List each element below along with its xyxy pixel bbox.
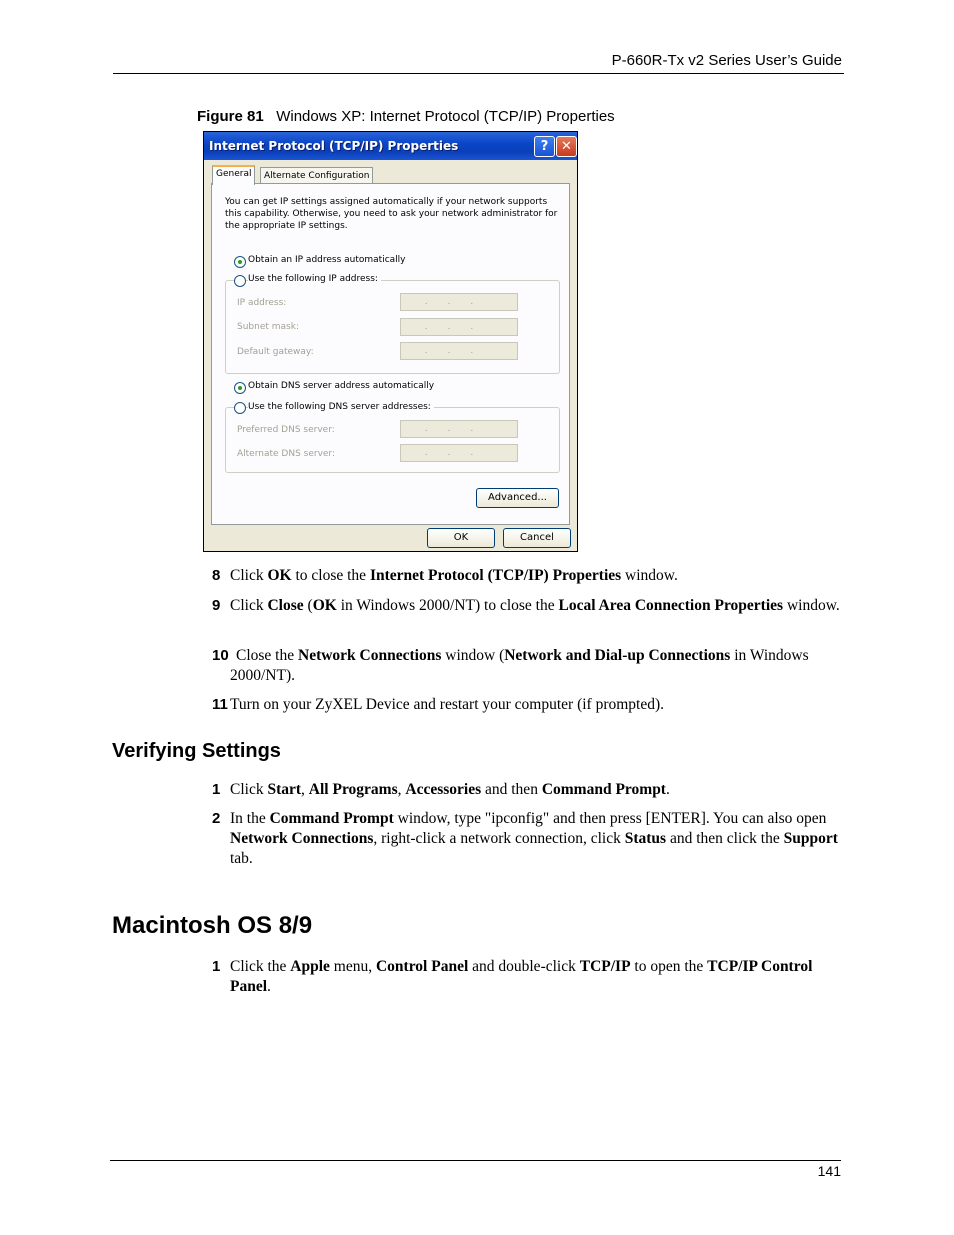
chapter-heading: Macintosh OS 8/9 [112, 912, 313, 939]
help-icon[interactable]: ? [534, 136, 555, 157]
intro-line: the appropriate IP settings. [225, 221, 348, 231]
radio-use-dns[interactable] [234, 402, 246, 414]
radio-obtain-dns-auto[interactable] [234, 382, 246, 394]
intro-line: You can get IP settings assigned automatically if your network supports [225, 197, 548, 207]
step-8-text: Click OK to close the Internet Protocol (TCP/IP) Properties window. [230, 567, 678, 584]
radio-obtain-dns-auto-label: Obtain DNS server address automatically [248, 381, 435, 391]
ip-address-field[interactable]: ... [400, 293, 518, 311]
intro-text [225, 196, 557, 232]
step-10-text: Close the Network Connections window (Network and Dial-up Connections in Windows 2000/NT). [230, 647, 809, 684]
dns-group [225, 407, 560, 473]
step-9-text: Click Close (OK in Windows 2000/NT) to close the Local Area Connection Properties window. [230, 597, 840, 614]
radio-obtain-ip-auto[interactable] [234, 256, 246, 268]
figure-caption-text: Windows XP: Internet Protocol (TCP/IP) Properties [276, 108, 615, 125]
step-number: 11 [212, 696, 228, 713]
page-number: 141 [817, 1163, 841, 1179]
step-number: 8 [212, 567, 221, 584]
running-header: P-660R-Tx v2 Series User’s Guide [611, 52, 842, 69]
step-number: 2 [212, 810, 221, 827]
ok-button[interactable]: OK [427, 528, 495, 548]
alternate-dns-label: Alternate DNS server: [237, 449, 336, 459]
alternate-dns-field[interactable]: ... [400, 444, 518, 462]
preferred-dns-field[interactable]: ... [400, 420, 518, 438]
tab-general[interactable]: General [212, 165, 255, 185]
radio-use-dns-label: Use the following DNS server addresses: [248, 402, 434, 412]
general-tab-panel [211, 183, 570, 525]
subnet-mask-field[interactable]: ... [400, 318, 518, 336]
close-icon[interactable]: ✕ [556, 136, 577, 157]
header-rule [113, 73, 844, 74]
tab-alternate-configuration[interactable]: Alternate Configuration [260, 167, 373, 184]
default-gateway-label: Default gateway: [237, 347, 314, 357]
default-gateway-field[interactable]: ... [400, 342, 518, 360]
step-number: 9 [212, 597, 221, 614]
dialog-title: Internet Protocol (TCP/IP) Properties [209, 139, 459, 153]
step-11-text: Turn on your ZyXEL Device and restart your computer (if prompted). [230, 696, 665, 713]
radio-use-ip[interactable] [234, 275, 246, 287]
verify-step-1-text: Click Start, All Programs, Accessories and then Command Prompt. [230, 781, 670, 798]
footer-rule [110, 1160, 841, 1161]
tcpip-properties-dialog [203, 131, 578, 552]
section-heading: Verifying Settings [112, 740, 281, 762]
figure-caption [197, 108, 615, 125]
step-number: 1 [212, 781, 221, 798]
ip-address-label: IP address: [237, 298, 287, 308]
step-number: 1 [212, 958, 221, 975]
mac-step-1-text: Click the Apple menu, Control Panel and double-click TCP/IP to open the TCP/IP Control Panel. [230, 958, 813, 995]
verify-step-2-text: In the Command Prompt window, type "ipconfig" and then press [ENTER]. You can also open Network Connections, right-click a network connection, click Status and then click the Support tab. [230, 810, 838, 867]
intro-line: this capability. Otherwise, you need to ask your network administrator for [225, 209, 558, 219]
dialog-titlebar[interactable] [204, 132, 577, 160]
radio-obtain-ip-auto-label: Obtain an IP address automatically [248, 255, 406, 265]
radio-use-ip-label: Use the following IP address: [248, 274, 381, 284]
cancel-button[interactable]: Cancel [503, 528, 571, 548]
step-number: 10 [212, 647, 229, 664]
preferred-dns-label: Preferred DNS server: [237, 425, 335, 435]
figure-label: Figure 81 [197, 108, 264, 125]
subnet-mask-label: Subnet mask: [237, 322, 299, 332]
advanced-button[interactable]: Advanced... [476, 488, 559, 508]
